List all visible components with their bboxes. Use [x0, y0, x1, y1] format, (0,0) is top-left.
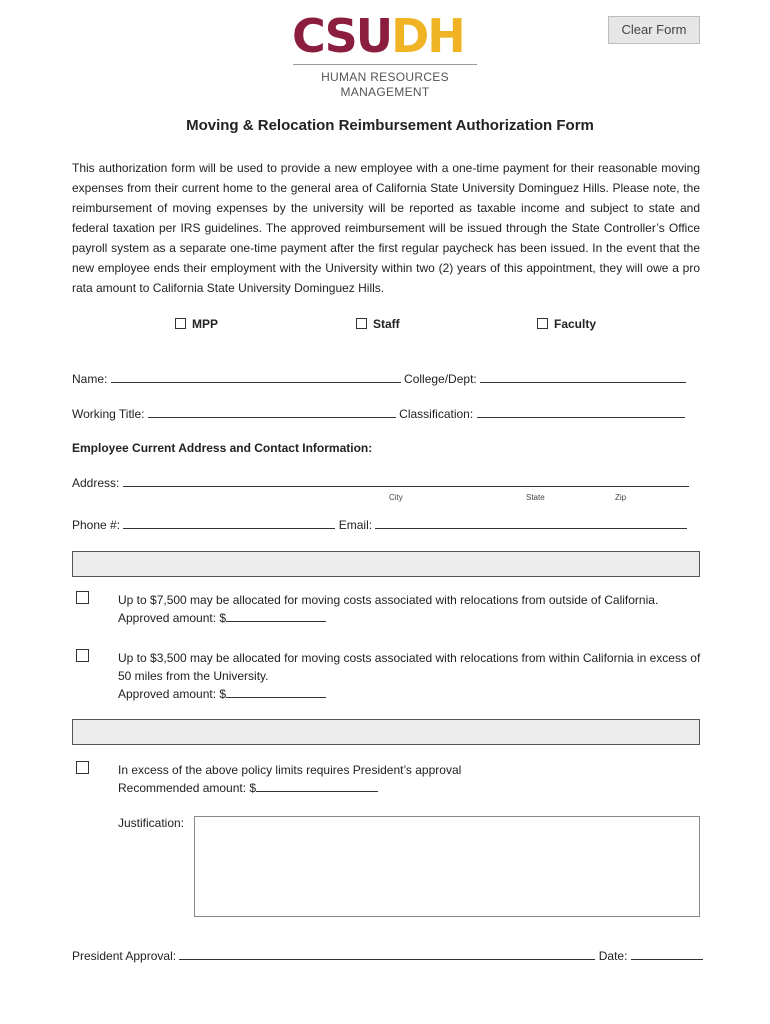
- logo-cs: CSU: [292, 9, 392, 63]
- president-signature-field[interactable]: [179, 948, 595, 960]
- checkbox-icon[interactable]: [356, 318, 367, 329]
- name-row: [72, 371, 686, 386]
- checkbox-staff-label: Staff: [373, 317, 400, 331]
- option-within-california-text: Up to $3,500 may be allocated for moving costs associated with relocations from within California in excess of 50 miles from the University.: [118, 651, 701, 683]
- address-row: [72, 475, 689, 490]
- logo-dh: DH: [391, 9, 464, 63]
- checkbox-icon[interactable]: [175, 318, 186, 329]
- address-field[interactable]: [123, 475, 689, 487]
- checkbox-faculty-label: Faculty: [554, 317, 597, 331]
- form-title: Moving & Relocation Reimbursement Authorization Form: [186, 117, 594, 134]
- working-title-field[interactable]: [148, 406, 396, 418]
- checkbox-icon[interactable]: [537, 318, 548, 329]
- phone-row: [72, 517, 687, 532]
- phone-label: Phone #:: [72, 518, 121, 532]
- intro-paragraph: This authorization form will be used to provide a new employee with a one-time payment for their reasonable moving expenses from their current home to the general area of California State University Dominguez Hills. Please note, the reimbursement of moving expenses by the university will be reported as taxable income and subject to state and federal taxation per IRS guidelines. The approved reimbursement will be issued through the State Controller’s Office payroll system as a separate one-time payment after the first regular paycheck has been issued. In the event that the new employee ends their employment with the University within two (2) years of this appointment, they will owe a pro rata amount to California State University Dominguez Hills.: [72, 161, 700, 295]
- zip-caption: Zip: [615, 493, 627, 502]
- option-outside-california-checkbox[interactable]: [76, 591, 89, 604]
- section-band: [72, 719, 700, 745]
- justification-textarea[interactable]: [194, 816, 700, 917]
- name-label: Name:: [72, 372, 108, 386]
- recommended-amount-label: Recommended amount: $: [118, 781, 257, 795]
- option-president-approval-checkbox[interactable]: [76, 761, 89, 774]
- address-label: Address:: [72, 476, 120, 490]
- recommended-amount-field[interactable]: [256, 780, 378, 792]
- date-label: Date:: [598, 949, 628, 963]
- approved-amount-label: Approved amount: $: [118, 687, 227, 701]
- option-outside-california: [118, 591, 702, 627]
- checkbox-faculty[interactable]: [537, 317, 596, 331]
- option-outside-california-text: Up to $7,500 may be allocated for moving costs associated with relocations from outside of California.: [118, 593, 659, 607]
- clear-form-button[interactable]: Clear Form: [608, 16, 700, 44]
- phone-field[interactable]: [123, 517, 335, 529]
- recommended-amount-row: [118, 779, 702, 797]
- option-within-california-checkbox[interactable]: [76, 649, 89, 662]
- classification-label: Classification:: [399, 407, 474, 421]
- checkbox-mpp-label: MPP: [192, 317, 219, 331]
- logo-subtitle-line1: HUMAN RESOURCES: [321, 70, 449, 84]
- date-field[interactable]: [631, 948, 703, 960]
- approved-amount-field[interactable]: [226, 610, 326, 622]
- csudh-logo: [292, 8, 464, 64]
- working-title-row: [72, 406, 685, 421]
- logo-subtitle: [293, 70, 477, 100]
- checkbox-mpp[interactable]: [175, 317, 218, 331]
- college-label: College/Dept:: [404, 372, 477, 386]
- president-approval-row: [72, 948, 703, 963]
- justification-label: Justification:: [118, 816, 185, 830]
- logo-divider: [293, 64, 477, 65]
- classification-field[interactable]: [477, 406, 685, 418]
- approved-amount-field[interactable]: [226, 686, 326, 698]
- logo-subtitle-line2: MANAGEMENT: [340, 85, 430, 99]
- email-field[interactable]: [375, 517, 687, 529]
- approved-amount-label: Approved amount: $: [118, 611, 227, 625]
- city-caption: City: [389, 493, 403, 502]
- section-band: [72, 551, 700, 577]
- contact-section-heading: Employee Current Address and Contact Information:: [72, 441, 373, 455]
- name-field[interactable]: [111, 371, 401, 383]
- college-field[interactable]: [480, 371, 686, 383]
- approved-amount-row: [118, 609, 702, 627]
- checkbox-staff[interactable]: [356, 317, 400, 331]
- state-caption: State: [526, 493, 545, 502]
- option-president-approval: [118, 761, 702, 797]
- president-approval-label: President Approval:: [72, 949, 177, 963]
- working-title-label: Working Title:: [72, 407, 145, 421]
- option-president-approval-text: In excess of the above policy limits requires President’s approval: [118, 763, 462, 777]
- email-label: Email:: [338, 518, 373, 532]
- option-within-california: [118, 649, 702, 703]
- approved-amount-row: [118, 685, 702, 703]
